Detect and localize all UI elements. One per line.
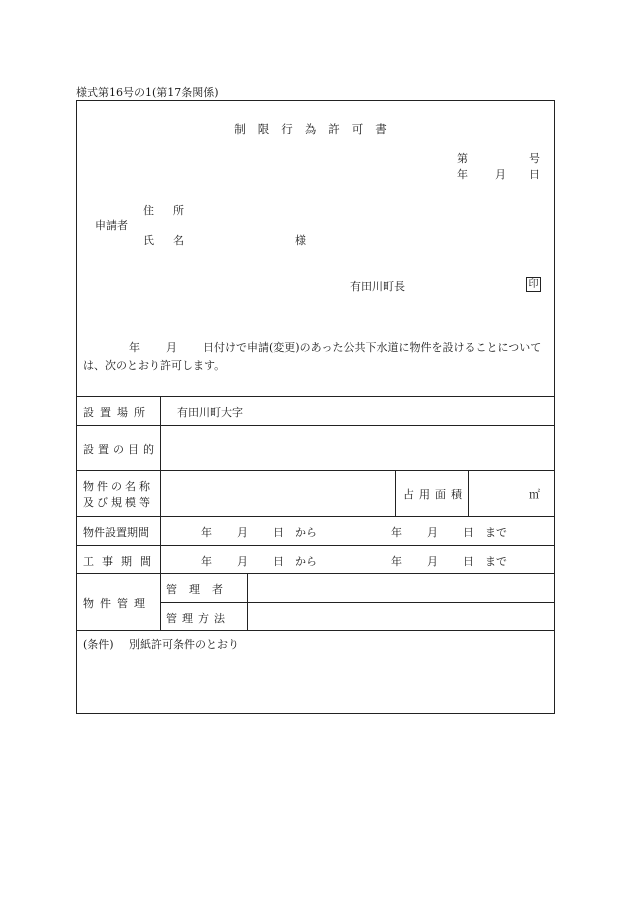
construction-to-year: 年 <box>391 555 402 568</box>
construction-to-word: まで <box>485 555 507 568</box>
address-label: 住 所 <box>143 204 188 217</box>
divider <box>77 425 554 426</box>
divider <box>77 396 554 397</box>
manager-label: 管理者 <box>166 583 235 596</box>
construction-from-year: 年 <box>201 555 212 568</box>
divider <box>160 602 554 603</box>
divider <box>160 396 161 630</box>
install-period-label: 物件設置期間 <box>83 526 149 539</box>
divider <box>77 573 554 574</box>
divider <box>77 470 554 471</box>
permit-form <box>76 100 555 714</box>
construction-from-month: 月 <box>237 555 248 568</box>
body-year: 年 <box>129 341 140 354</box>
applicant-label: 申請者 <box>95 219 128 232</box>
form-id: 様式第16号の1(第17条関係) <box>76 86 219 99</box>
conditions-text: 別紙許可条件のとおり <box>129 638 239 651</box>
document-title: 制限行為許可書 <box>234 122 399 136</box>
install-from-day: 日 <box>273 526 284 539</box>
divider <box>77 545 554 546</box>
construction-to-month: 月 <box>427 555 438 568</box>
construction-from-day: 日 <box>273 555 284 568</box>
install-to-year: 年 <box>391 526 402 539</box>
install-to-month: 月 <box>427 526 438 539</box>
item-label-line1: 物件の名称 <box>83 480 153 493</box>
install-to-day: 日 <box>463 526 474 539</box>
header-day: 日 <box>529 168 540 181</box>
divider <box>77 516 554 517</box>
construction-from-word: から <box>295 555 317 568</box>
permission-text <box>83 339 553 375</box>
conditions-label: (条件) <box>83 638 114 651</box>
number-suffix: 号 <box>529 152 540 165</box>
body-month: 月 <box>166 341 177 354</box>
name-label: 氏 名 <box>143 234 188 247</box>
area-unit: ㎡ <box>529 488 540 501</box>
divider <box>247 573 248 630</box>
header-year: 年 <box>457 168 468 181</box>
divider <box>395 470 396 516</box>
purpose-label: 設置の目的 <box>83 443 158 456</box>
location-label: 設置場所 <box>83 406 151 419</box>
construction-to-day: 日 <box>463 555 474 568</box>
item-label-line2: 及び規模等 <box>83 496 153 509</box>
header-month: 月 <box>495 168 506 181</box>
install-to-word: まで <box>485 526 507 539</box>
honorific: 様 <box>295 234 306 247</box>
issuer-title: 有田川町長 <box>350 280 405 293</box>
install-from-month: 月 <box>237 526 248 539</box>
number-prefix: 第 <box>457 152 468 165</box>
area-label: 占用面積 <box>403 488 467 501</box>
install-from-year: 年 <box>201 526 212 539</box>
body-main-text: 日付けで申請(変更)のあった公共下水道に物件を設けることについては、次のとおり許可します。 <box>83 341 542 372</box>
divider <box>77 630 554 631</box>
method-label: 管理方法 <box>166 612 230 625</box>
construction-period-label: 工事期間 <box>83 555 159 568</box>
divider <box>468 470 469 516</box>
management-label: 物件管理 <box>83 597 151 610</box>
seal-mark: 印 <box>526 277 541 292</box>
location-value: 有田川町大字 <box>177 406 243 419</box>
install-from-word: から <box>295 526 317 539</box>
